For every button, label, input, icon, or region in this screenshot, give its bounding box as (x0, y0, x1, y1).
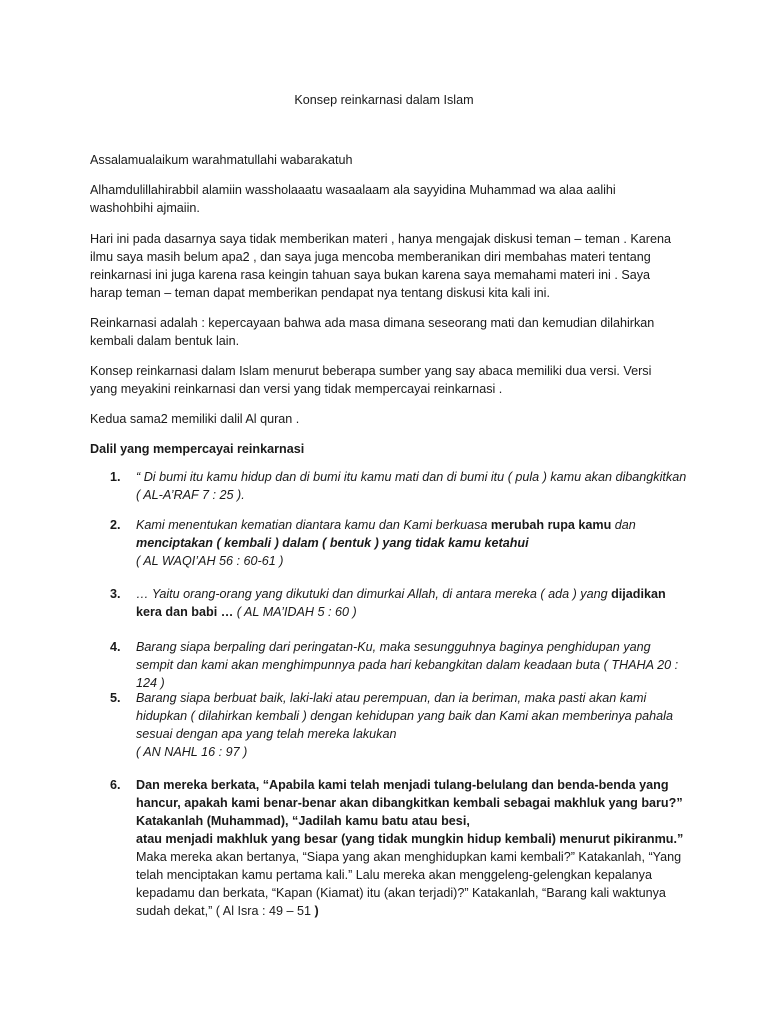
item-text: Kami menentukan kematian diantara kamu dan Kami berkuasa (136, 518, 491, 532)
item-emphasis: merubah rupa kamu (490, 518, 612, 532)
item-text: atau menjadi makhluk yang besar (yang (136, 832, 379, 846)
item-emphasis: dijadikan kera dan babi … (136, 587, 666, 619)
list-number: 4. (110, 640, 121, 654)
item-text: Maka mereka akan bertanya, “Siapa yang akan menghidupkan kami kembali?” Katakanlah, “Yang telah menciptakan kamu pertama kali.” Lalu mereka akan menggeleng-gelengkan kepalanya kepadamu dan berkata, “Kapan (Kiamat) itu (akan terjadi)?” Katakanlah, “Barang kali waktunya sudah dekat,” ( Al Isra : 49 – 51 (136, 850, 682, 918)
item-text: … Yaitu orang-orang yang dikutuki dan dimurkai Allah, di antara mereka ( ada ) yang (136, 587, 612, 601)
list-item (110, 689, 690, 761)
item-text: dan (611, 518, 636, 532)
item-reference: ( AL MA’IDAH 5 : 60 ) (233, 605, 357, 619)
item-text: ) menurut pikiranmu.” (551, 832, 684, 846)
item-reference: ) (314, 904, 319, 918)
definition-paragraph: Reinkarnasi adalah : kepercayaan bahwa ada masa dimana seseorang mati dan kemudian dilahirkan kembali dalam bentuk lain. (90, 316, 655, 348)
list-item (110, 638, 690, 692)
item-text: Katakanlah (Muhammad), “Jadilah kamu batu atau besi, (136, 814, 470, 828)
item-text: “ Di bumi itu kamu hidup dan di bumi itu kamu mati dan di bumi itu ( pula ) kamu akan dibangkitkan ( AL-A’RAF 7 : 25 ). (136, 470, 687, 502)
opening-paragraph: Alhamdulillahirabbil alamiin wassholaaatu wasaalaam ala sayyidina Muhammad wa alaa aalihi washohbihi ajmaiin. (90, 183, 616, 215)
list-item (110, 585, 690, 621)
item-reference: ( AN NAHL 16 : 97 ) (136, 745, 248, 759)
list-number: 6. (110, 778, 121, 792)
both-paragraph: Kedua sama2 memiliki dalil Al quran . (90, 412, 300, 426)
item-body (136, 516, 690, 570)
item-body (136, 689, 690, 761)
concept-paragraph: Konsep reinkarnasi dalam Islam menurut beberapa sumber yang say abaca memiliki dua versi. Versi yang meyakini reinkarnasi dan versi yang tidak mempercayai reinkarnasi . (90, 364, 652, 396)
item-text: Dan mereka berkata, “Apabila kami telah menjadi tulang-belulang dan benda-benda yang hancur, apakah kami benar-benar akan dibangkitkan kembali sebagai makhluk yang baru?” (136, 778, 683, 810)
item-text: Barang siapa berpaling dari peringatan-Ku, maka sesungguhnya baginya penghidupan yang sempit dan kami akan menghimpunnya pada hari kebangkitan dalam keadaan buta ( THAHA 20 : 124 ) (136, 640, 679, 690)
list-number: 1. (110, 470, 121, 484)
item-emphasis: menciptakan ( kembali ) dalam ( bentuk ) yang tidak kamu ketahui (136, 536, 529, 550)
item-reference: ( AL WAQI’AH 56 : 60-61 ) (136, 554, 284, 568)
list-number: 2. (110, 518, 121, 532)
list-item (110, 468, 690, 504)
greeting: Assalamualaikum warahmatullahi wabarakatuh (90, 153, 353, 167)
item-emphasis: tidak mungkin hidup kembali (378, 832, 552, 846)
list-number: 3. (110, 587, 121, 601)
item-body (136, 585, 690, 621)
intro-paragraph: Hari ini pada dasarnya saya tidak memberikan materi , hanya mengajak diskusi teman – teman . Karena ilmu saya masih belum apa2 , dan saya juga mencoba memberanikan diri membahas materi tentang reinkarnasi ini juga karena rasa keingin tahuan saya bukan karena saya memahami materi ini . Saya harap teman – teman dapat memberikan pendapat nya tentang diskusi kita kali ini. (90, 232, 672, 300)
item-body (136, 776, 690, 920)
page-title: Konsep reinkarnasi dalam Islam (294, 93, 474, 107)
list-number: 5. (110, 691, 121, 705)
section-heading: Dalil yang mempercayai reinkarnasi (90, 442, 305, 456)
list-item (110, 776, 690, 920)
list-item (110, 516, 690, 570)
item-text: Barang siapa berbuat baik, laki-laki atau perempuan, dan ia beriman, maka pasti akan kami hidupkan ( dilahirkan kembali ) dengan kehidupan yang baik dan Kami akan memberinya pahala sesuai dengan apa yang telah mereka lakukan (136, 691, 673, 741)
